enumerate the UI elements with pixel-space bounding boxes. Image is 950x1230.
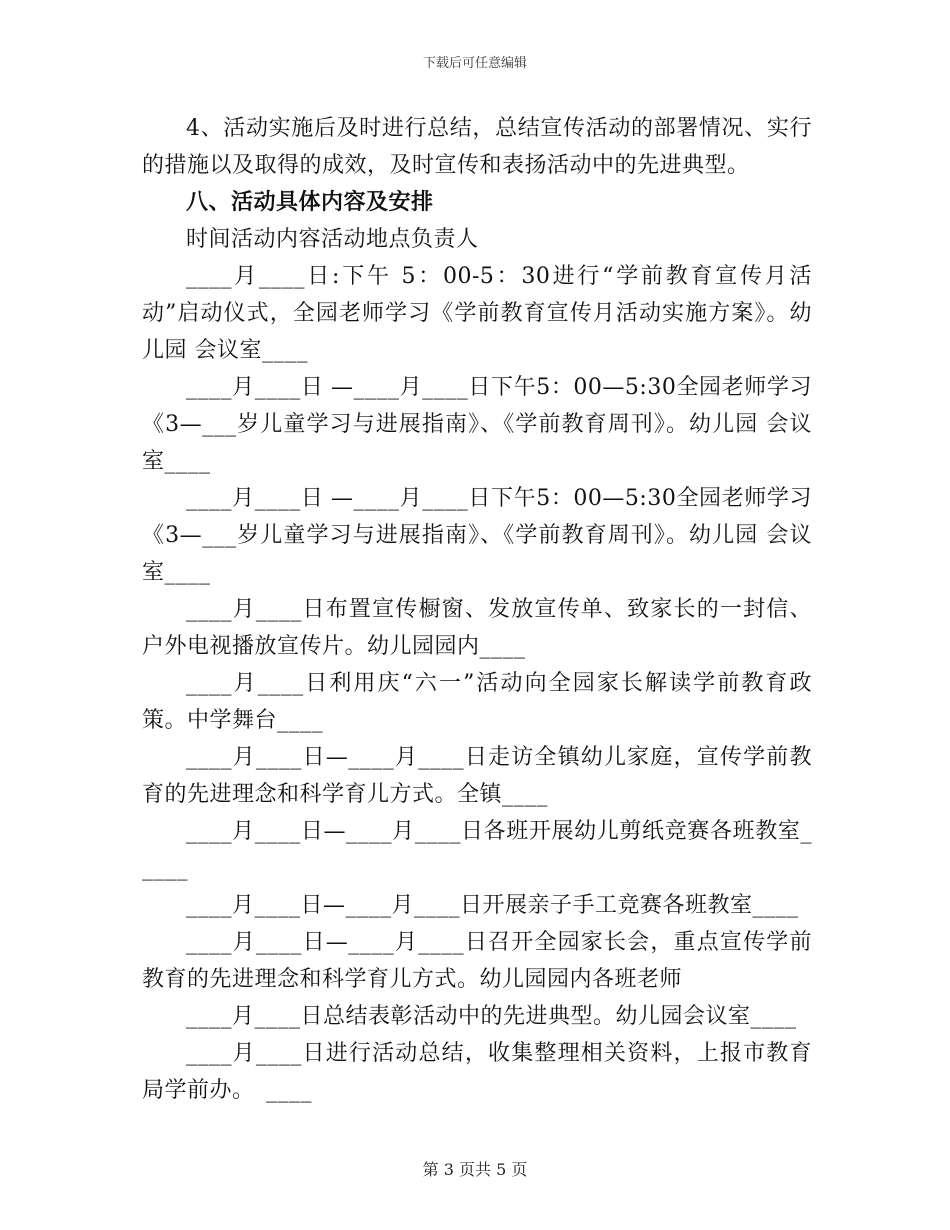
schedule-item: ____月____日布置宣传橱窗、发放宣传单、致家长的一封信、户外电视播放宣传片。幼儿园园内____ <box>142 597 812 659</box>
schedule-item: ____月____日 —____月____日下午5：00—5:30全园老师学习《3—___岁儿童学习与进展指南》、《学前教育周刊》。幼儿园 会议室____ <box>142 486 812 585</box>
schedule-item: ____月____日利用庆“六一”活动向全园家长解读学前教育政策。中学舞台____ <box>142 671 812 733</box>
section-heading: 八、活动具体内容及安排 <box>186 189 434 215</box>
page-footer: 第 3 页共 5 页 <box>422 1160 528 1179</box>
document-body <box>142 110 812 1109</box>
schedule-item: ____月____日总结表彰活动中的先进典型。幼儿园会议室____ <box>186 1004 797 1029</box>
schedule-item: ____月____日—____月____日各班开展幼儿剪纸竞赛各班教室_____ <box>142 819 812 881</box>
schedule-item: ____月____日—____月____日开展亲子手工竞赛各班教室____ <box>186 893 799 918</box>
schedule-item: ____月____日 —____月____日下午5：00—5:30全园老师学习《3—___岁儿童学习与进展指南》、《学前教育周刊》。幼儿园 会议室____ <box>142 375 812 474</box>
page-header: 下载后可任意编辑 <box>422 56 527 71</box>
schedule-item: ____月____日:下午 5：00-5：30进行“学前教育宣传月活动”启动仪式，全园老师学习《学前教育宣传月活动实施方案》。幼儿园 会议室____ <box>142 264 812 363</box>
schedule-item: ____月____日进行活动总结，收集整理相关资料，上报市教育局学前办。 ____ <box>142 1041 812 1103</box>
schedule-columns: 时间活动内容活动地点负责人 <box>186 227 479 252</box>
schedule-item: ____月____日—____月____日召开全园家长会，重点宣传学前教育的先进理念和科学育儿方式。幼儿园园内各班老师 <box>142 930 812 992</box>
schedule-item: ____月____日—____月____日走访全镇幼儿家庭，宣传学前教育的先进理念和科学育儿方式。全镇____ <box>142 745 812 807</box>
paragraph-summary: 4、活动实施后及时进行总结，总结宣传活动的部署情况、实行的措施以及取得的成效，及时宣传和表扬活动中的先进典型。 <box>142 116 812 178</box>
